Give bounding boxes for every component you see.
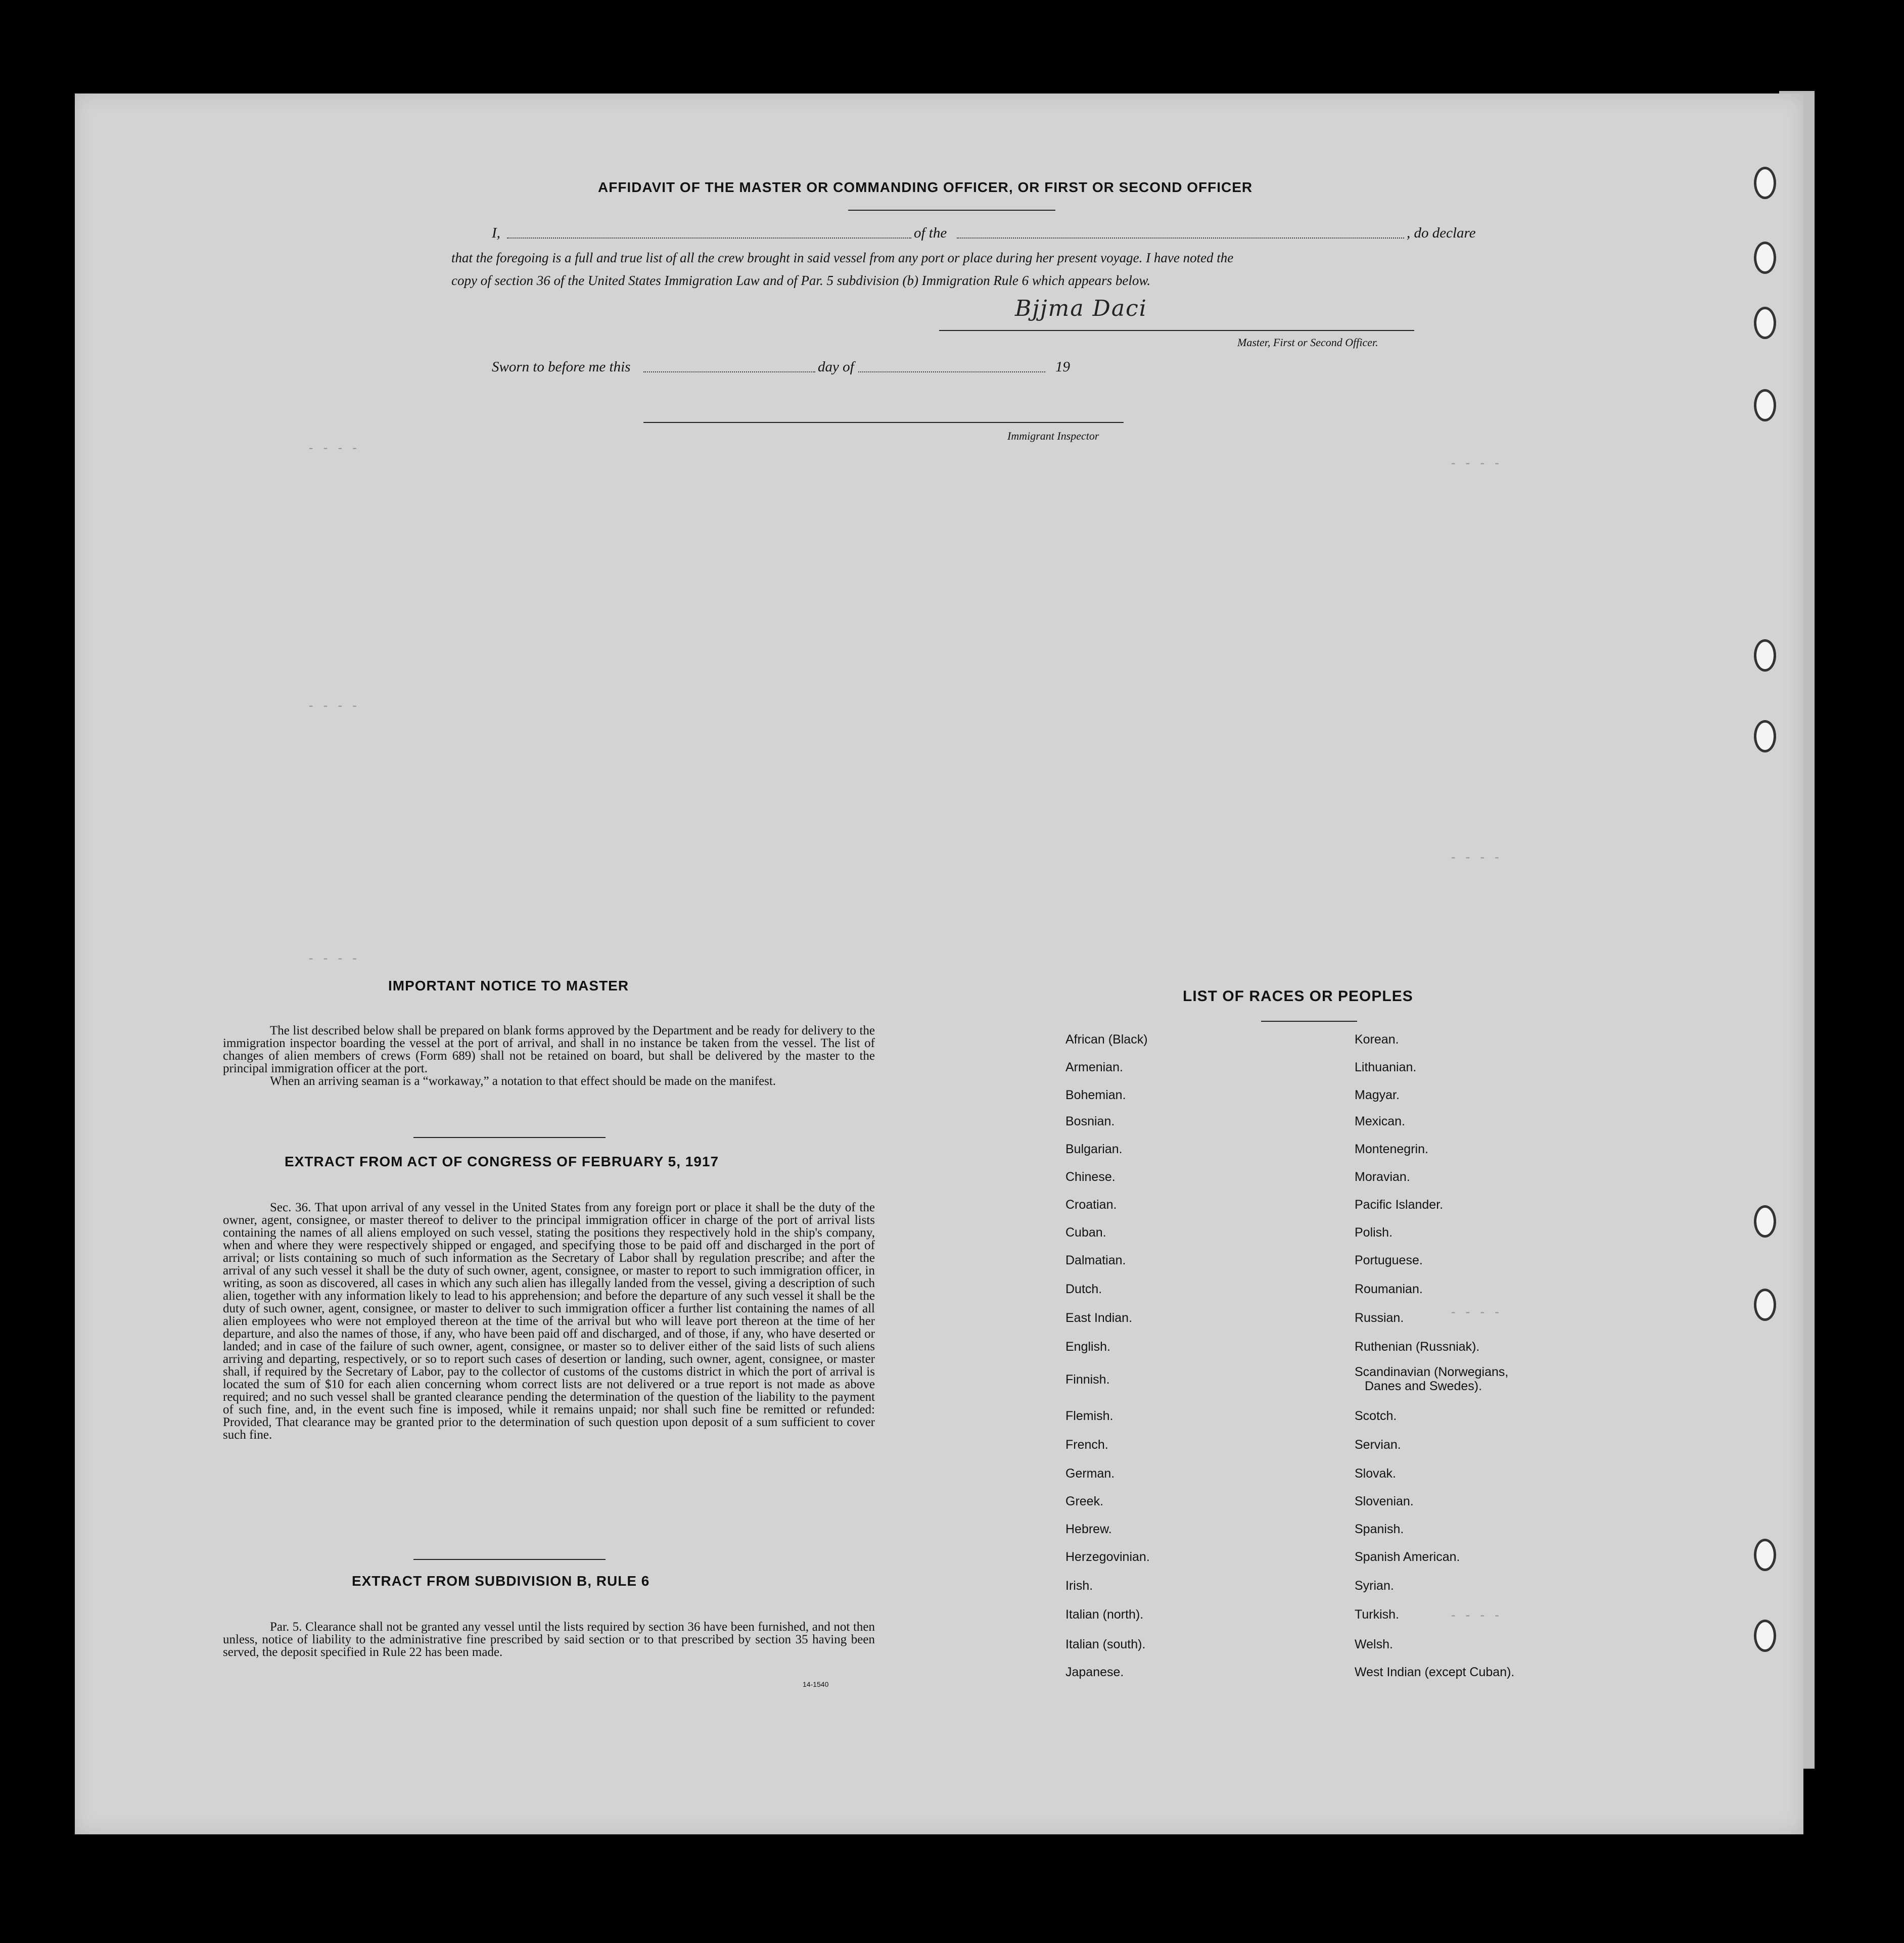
race-item: Chinese. <box>1065 1170 1116 1184</box>
race-item: Dalmatian. <box>1065 1253 1126 1267</box>
form-number: 14-1540 <box>803 1680 829 1688</box>
race-item: Irish. <box>1065 1579 1093 1593</box>
race-item: Mexican. <box>1355 1114 1406 1128</box>
bleed-through-mark: - - - - <box>307 953 358 966</box>
race-item: Flemish. <box>1065 1409 1113 1423</box>
divider <box>413 1137 606 1138</box>
races-title: LIST OF RACES OR PEOPLES <box>1183 988 1413 1005</box>
sworn-day-of: day of <box>818 359 854 375</box>
race-item: Italian (north). <box>1065 1607 1144 1622</box>
rule-paragraph: Par. 5. Clearance shall not be granted any vessel until the lists required by section 36 have been furnished, and not then unless, notice of liability to the administrative fine prescribed by said section or to that prescribed by section 35 having been served, the deposit specified in Rule 22 has been made. <box>223 1620 875 1659</box>
race-item: Scandinavian (Norwegians, <box>1355 1365 1509 1379</box>
divider <box>1261 1021 1357 1022</box>
race-item: Moravian. <box>1355 1170 1410 1184</box>
sworn-day-blank <box>643 371 815 372</box>
binder-hole <box>1754 1205 1776 1238</box>
bleed-through-mark: - - - - <box>1450 1306 1501 1320</box>
race-item: German. <box>1065 1466 1115 1481</box>
binder-hole <box>1754 1620 1776 1652</box>
race-item: French. <box>1065 1438 1108 1452</box>
manifest-page <box>75 93 1803 1834</box>
race-item: Lithuanian. <box>1355 1060 1417 1074</box>
declaration-of-the: of the <box>914 225 947 241</box>
declaration-end: , do declare <box>1407 225 1476 241</box>
race-item: Bulgarian. <box>1065 1142 1123 1156</box>
race-item: Roumanian. <box>1355 1282 1423 1296</box>
declaration-line-3: copy of section 36 of the United States Immigration Law and of Par. 5 subdivision (b) Immigration Rule 6 which appears below. <box>451 273 1151 288</box>
bleed-through-mark: - - - - <box>307 442 358 456</box>
rule-title: EXTRACT FROM SUBDIVISION B, RULE 6 <box>352 1573 650 1589</box>
bleed-through-mark: - - - - <box>1450 457 1501 471</box>
sworn-year: 19 <box>1055 359 1070 375</box>
binder-hole <box>1754 1539 1776 1571</box>
race-item: Hebrew. <box>1065 1522 1112 1536</box>
notice-paragraph-1: The list described below shall be prepared on blank forms approved by the Department and be ready for delivery to the immigration inspector boarding the vessel at the port of arrival, and shall in no instance be taken from the vessel. The list of changes of alien members of crews (Form 689) shall not be retained on board, but shall be delivered by the master to the principal immigration officer at the port. <box>223 1024 875 1075</box>
race-item: Bosnian. <box>1065 1114 1115 1128</box>
race-item: Servian. <box>1355 1438 1401 1452</box>
race-item: West Indian (except Cuban). <box>1355 1665 1515 1679</box>
race-item: Cuban. <box>1065 1225 1106 1240</box>
race-item: Croatian. <box>1065 1198 1117 1212</box>
race-item: Turkish. <box>1355 1607 1399 1622</box>
race-item: Spanish American. <box>1355 1550 1460 1564</box>
race-item: Korean. <box>1355 1032 1399 1047</box>
race-item: Welsh. <box>1355 1637 1393 1651</box>
race-item: Spanish. <box>1355 1522 1404 1536</box>
race-item: African (Black) <box>1065 1032 1148 1047</box>
race-item: Japanese. <box>1065 1665 1124 1679</box>
divider <box>413 1559 606 1560</box>
race-item: Armenian. <box>1065 1060 1123 1074</box>
affidavit-title: AFFIDAVIT OF THE MASTER OR COMMANDING OFFICER, OR FIRST OR SECOND OFFICER <box>598 179 1253 195</box>
binder-hole <box>1754 307 1776 339</box>
race-item: East Indian. <box>1065 1311 1133 1325</box>
race-item: Ruthenian (Russniak). <box>1355 1340 1480 1354</box>
race-item: Russian. <box>1355 1311 1404 1325</box>
bleed-through-mark: - - - - <box>1450 851 1501 865</box>
act-title: EXTRACT FROM ACT OF CONGRESS OF FEBRUARY 5, 1917 <box>285 1154 719 1169</box>
notice-paragraph-2: When an arriving seaman is a “workaway,” a notation to that effect should be made on the manifest. <box>270 1074 776 1088</box>
race-item: Scotch. <box>1355 1409 1397 1423</box>
race-item: English. <box>1065 1340 1110 1354</box>
sworn-month-blank <box>858 371 1045 372</box>
signature-line <box>939 330 1414 331</box>
binder-hole <box>1754 720 1776 752</box>
divider <box>848 210 1055 211</box>
vessel-blank-line <box>957 238 1404 239</box>
sworn-start: Sworn to before me this <box>492 359 631 375</box>
act-section-36: Sec. 36. That upon arrival of any vessel in the United States from any foreign port or place it shall be the duty of the owner, agent, consignee, or master thereof to deliver to the principal immigration officer in charge of the port of arrival lists containing the names of all aliens employed on such vessel, stating the positions they respectively hold in the ship's company, when and where they were respectively shipped or engaged, and specifying those to be paid off and discharged in the port of arrival; or lists containing so much of such information as the Secretary of Labor shall by regulation prescribe; and after the arrival of any such vessel it shall be the duty of such owner, agent, consignee, or master to report to such immigration officer, in writing, as soon as discovered, all cases in which any such alien has illegally landed from the vessel, giving a description of such alien, together with any information likely to lead to his apprehension; and before the departure of any such vessel it shall be the duty of such owner, agent, consignee, or master to deliver to such immigration officer a further list containing the names of all alien employees who were not employed thereon at the time of the arrival but who will leave port thereon at the time of her departure, and also the names of those, if any, who have been paid off and discharged, and of those, if any, who have deserted or landed; and in case of the failure of such owner, agent, consignee, or master so to deliver either of the said lists of such aliens arriving and departing, respectively, or so to report such cases of desertion or landing, such owner, agent, consignee, or master shall, if required by the Secretary of Labor, pay to the collector of customs of the customs district in which the port of arrival is located the sum of $10 for each alien concerning whom correct lists are not delivered or a true report is not made as above required; and no such vessel shall be granted clearance pending the determination of the question of the liability to the payment of such fine, and, in the event such fine is imposed, while it remains unpaid; nor shall such fine be remitted or refunded: Provided, That clearance may be granted prior to the determination of such question upon deposit of a sum sufficient to cover such fine. <box>223 1201 875 1442</box>
signature-caption: Master, First or Second Officer. <box>1237 336 1378 349</box>
name-blank-line <box>507 238 911 239</box>
race-item: Italian (south). <box>1065 1637 1146 1651</box>
race-item: Slovak. <box>1355 1466 1396 1481</box>
race-item-continued: Danes and Swedes). <box>1365 1379 1482 1393</box>
race-item: Bohemian. <box>1065 1088 1126 1102</box>
race-item: Greek. <box>1065 1494 1104 1508</box>
race-item: Syrian. <box>1355 1579 1394 1593</box>
bleed-through-mark: - - - - <box>307 700 358 714</box>
race-item: Polish. <box>1355 1225 1393 1240</box>
race-item: Finnish. <box>1065 1372 1110 1387</box>
race-item: Pacific Islander. <box>1355 1198 1444 1212</box>
race-item: Slovenian. <box>1355 1494 1414 1508</box>
binder-hole <box>1754 1289 1776 1321</box>
declaration-start: I, <box>492 225 500 241</box>
binder-hole <box>1754 167 1776 199</box>
declaration-line-2: that the foregoing is a full and true list of all the crew brought in said vessel from any port or place during her present voyage. I have noted the <box>451 250 1234 265</box>
race-item: Montenegrin. <box>1355 1142 1428 1156</box>
binder-hole <box>1754 242 1776 274</box>
bleed-through-mark: - - - - <box>1450 1609 1501 1623</box>
race-item: Dutch. <box>1065 1282 1102 1296</box>
inspector-signature-line <box>643 422 1124 423</box>
binder-hole <box>1754 639 1776 672</box>
race-item: Portuguese. <box>1355 1253 1423 1267</box>
race-item: Herzegovinian. <box>1065 1550 1150 1564</box>
signature: Bjjma Daci <box>1015 296 1147 321</box>
inspector-caption: Immigrant Inspector <box>1007 430 1099 442</box>
notice-title: IMPORTANT NOTICE TO MASTER <box>388 978 629 993</box>
binder-hole <box>1754 389 1776 421</box>
race-item: Magyar. <box>1355 1088 1400 1102</box>
